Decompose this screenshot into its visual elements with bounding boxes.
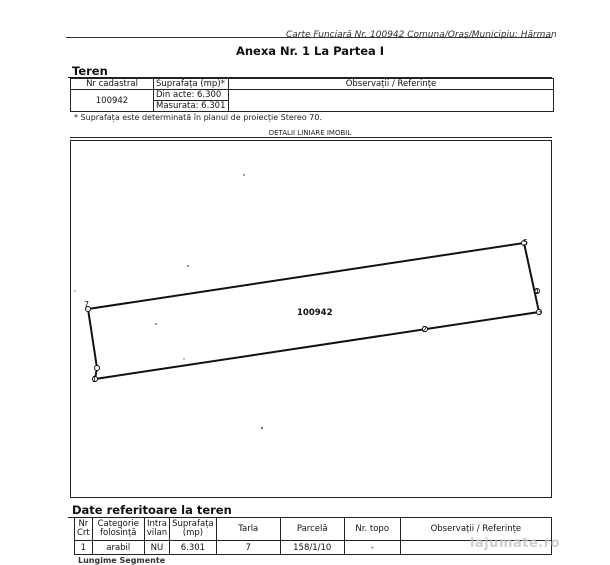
- teren-table: [70, 78, 554, 112]
- header-observatii: Observații / Referințe: [229, 79, 554, 90]
- cell-nr-topo: -: [344, 541, 400, 555]
- document-header: Carte Funciară Nr. 100942 Comuna/Oraș/Municipiu: Hărman: [286, 30, 557, 40]
- cell-nr-crt: 1: [75, 541, 93, 555]
- header-parcela: Parcelă: [280, 518, 344, 541]
- header-suprafata: Suprafața (mp)*: [154, 79, 229, 90]
- cell-suprafata: 6.301: [170, 541, 217, 555]
- parcel-label: 100942: [297, 308, 333, 318]
- header-nr-cadastral: Nr cadastral: [71, 79, 154, 90]
- referitoare-section-title: Date referitoare la teren: [72, 503, 232, 517]
- teren-table-header-row: [71, 79, 554, 90]
- cell-parcela: 158/1/10: [280, 541, 344, 555]
- parcel-plan: [70, 140, 552, 498]
- vertex-label-4: 4: [534, 287, 540, 296]
- header-rule: [66, 37, 552, 38]
- vertex-label-7: 7: [84, 300, 90, 309]
- detalii-liniare-label: DETALII LINIARE IMOBIL: [268, 129, 352, 137]
- cell-intravilan: NU: [144, 541, 169, 555]
- cell-nr-cadastral: 100942: [71, 90, 154, 112]
- vertex-label-5: 5: [523, 238, 529, 247]
- header-tarla: Tarla: [216, 518, 280, 541]
- vertex-marker: [95, 366, 100, 371]
- stereo70-note: * Suprafața este determinată în planul de proiecție Stereo 70.: [74, 113, 323, 122]
- detalii-rule: [70, 137, 552, 138]
- scan-specks: [74, 174, 263, 429]
- vertex-label-1: 1: [92, 375, 98, 384]
- teren-section-title: Teren: [72, 64, 108, 78]
- cell-suprafata-masurata: Masurata: 6.301: [154, 101, 229, 112]
- parcel-plan-drawing: [71, 141, 553, 499]
- header-categorie: Categorie folosință: [92, 518, 144, 541]
- teren-table-row: [71, 90, 554, 101]
- cell-categorie: arabil: [92, 541, 144, 555]
- header-observatii: Observații / Referințe: [400, 518, 551, 541]
- cell-observatii: [229, 90, 554, 112]
- header-nr-topo: Nr. topo: [344, 518, 400, 541]
- watermark-logo: lajumate.ro: [470, 536, 561, 551]
- cell-suprafata-acte: Din acte: 6.300: [154, 90, 229, 101]
- cell-tarla: 7: [216, 541, 280, 555]
- annex-title: Anexa Nr. 1 La Partea I: [235, 44, 385, 58]
- header-suprafata: Suprafața (mp): [170, 518, 217, 541]
- vertex-label-3: 3: [537, 308, 543, 317]
- header-intravilan: Intra vilan: [144, 518, 169, 541]
- vertex-label-2: 2: [422, 325, 428, 334]
- header-nr-crt: Nr Crt: [75, 518, 93, 541]
- lungime-segmente-heading: Lungime Segmente: [78, 556, 166, 565]
